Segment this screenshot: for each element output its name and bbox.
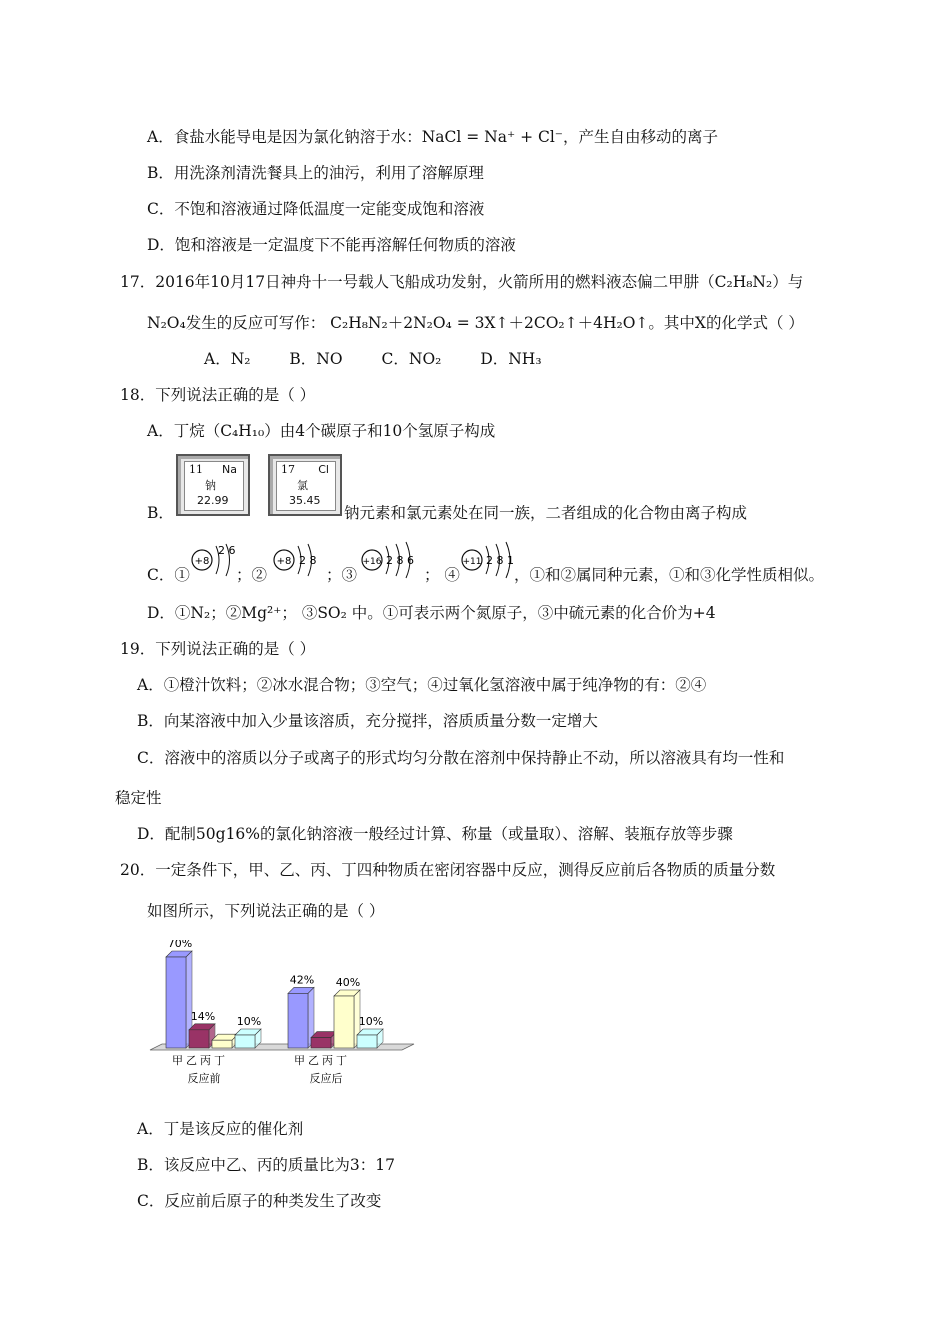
element-name: 钠 <box>205 479 216 492</box>
q16-option-c: C．不饱和溶液通过降低温度一定能变成饱和溶液 <box>147 200 485 218</box>
q20-stem-line2: 如图所示，下列说法正确的是（ ） <box>147 902 385 920</box>
atom-diagram-3 <box>360 540 422 584</box>
q19-option-b: B．向某溶液中加入少量该溶质，充分搅拌，溶质质量分数一定增大 <box>137 712 598 730</box>
atom-diagram-2 <box>272 540 324 584</box>
category-label: 丙 <box>200 1054 211 1067</box>
q20-option-b: B．该反应中乙、丙的质量比为3：17 <box>137 1156 395 1174</box>
category-label: 丁 <box>336 1054 347 1067</box>
bar-value-label: 40% <box>335 976 361 989</box>
nucleus-label: +8 <box>276 556 292 567</box>
q18-option-b-text: 钠元素和氯元素处在同一族，二者组成的化合物由离子构成 <box>344 504 748 522</box>
q17-option: D．NH₃ <box>480 350 542 368</box>
periodic-tile-cl <box>268 454 342 516</box>
q19-option-c-line1: C．溶液中的溶质以分子或离子的形式均匀分散在溶剂中保持静止不动，所以溶液具有均一性和 <box>137 749 785 767</box>
q17-option: B．NO <box>289 350 343 368</box>
q18-stem: 18．下列说法正确的是（ ） <box>120 386 316 404</box>
q18-sep-3: ；③ <box>326 566 358 584</box>
q17-stem-line1: 17．2016年10月17日神舟十一号载人飞船成功发射，火箭所用的燃料液态偏二甲肼（C₂H₈N₂）与 <box>120 273 804 291</box>
q18-option-c-text: ，①和②属同种元素，①和③化学性质相似。 <box>514 566 825 584</box>
q20-option-c: C．反应前后原子的种类发生了改变 <box>137 1192 382 1210</box>
q17-option: C．NO₂ <box>381 350 442 368</box>
nucleus-label: +8 <box>194 556 210 567</box>
mass-fraction-bar-chart <box>140 940 420 1095</box>
category-label: 乙 <box>308 1054 319 1067</box>
atomic-mass: 22.99 <box>197 494 229 507</box>
q18-option-c-label: C．① <box>147 566 190 584</box>
q18-sep-4: ； ④ <box>424 566 460 584</box>
shell-electrons: 2 8 1 <box>486 554 514 567</box>
group-label-after: 反应后 <box>309 1072 343 1085</box>
bar <box>288 993 308 1048</box>
element-name: 氯 <box>297 479 308 492</box>
q19-option-d: D．配制50g16%的氯化钠溶液一般经过计算、称量（或量取）、溶解、装瓶存放等步骤 <box>137 825 733 843</box>
category-label: 甲 <box>172 1054 183 1067</box>
q16-option-d: D．饱和溶液是一定温度下不能再溶解任何物质的溶液 <box>147 236 516 254</box>
bar-value-label: 10% <box>236 1015 262 1028</box>
bar-value-label: 14% <box>190 1009 216 1023</box>
bar <box>311 1038 331 1048</box>
bar <box>334 996 354 1048</box>
q18-sep-2: ；② <box>236 566 268 584</box>
bar <box>357 1035 377 1048</box>
q17-stem-line2: N₂O₄发生的反应可写作： C₂H₈N₂＋2N₂O₄ = 3X↑＋2CO₂↑＋4H₂O↑。其中X的化学式（ ） <box>147 314 804 332</box>
nucleus-label: +16 <box>362 557 382 567</box>
atom-diagram-4 <box>460 540 518 584</box>
q17-option: A．N₂ <box>204 350 251 368</box>
atomic-number: 17 <box>281 463 295 476</box>
atomic-number: 11 <box>189 463 203 476</box>
q17-options <box>204 349 576 369</box>
q20-option-a: A．丁是该反应的催化剂 <box>137 1120 304 1138</box>
category-label: 甲 <box>294 1054 305 1067</box>
bar <box>235 1035 255 1048</box>
bar <box>189 1030 209 1048</box>
q19-stem: 19．下列说法正确的是（ ） <box>120 640 316 658</box>
shell-electrons: 2 8 6 <box>386 554 414 567</box>
category-label: 丁 <box>214 1054 225 1067</box>
shell-electrons: 2 8 <box>299 554 317 567</box>
category-label: 丙 <box>322 1054 333 1067</box>
bar-value-label: 42% <box>289 973 315 987</box>
q20-stem-line1: 20．一定条件下，甲、乙、丙、丁四种物质在密闭容器中反应，测得反应前后各物质的质量分数 <box>120 861 776 879</box>
category-label: 乙 <box>186 1054 197 1067</box>
bar <box>212 1040 232 1048</box>
q18-option-d: D．①N₂；②Mg²⁺； ③SO₂ 中。①可表示两个氮原子，③中硫元素的化合价为+4 <box>147 604 716 622</box>
periodic-tile-na <box>176 454 250 516</box>
shell-electrons: 2 6 <box>218 544 236 557</box>
element-symbol: Cl <box>318 463 329 476</box>
q18-option-b-label: B． <box>147 504 174 522</box>
q16-option-a: A．食盐水能导电是因为氯化钠溶于水：NaCl = Na⁺ + Cl⁻，产生自由移动的离子 <box>147 128 718 146</box>
q16-option-b: B．用洗涤剂清洗餐具上的油污，利用了溶解原理 <box>147 164 484 182</box>
bar-value-label: 10% <box>358 1015 384 1028</box>
atom-diagram-1 <box>190 540 242 584</box>
bar-value-label: 70% <box>167 940 193 950</box>
q19-option-c-line2: 稳定性 <box>115 789 162 807</box>
bar <box>166 957 186 1048</box>
q18-option-a: A．丁烷（C₄H₁₀）由4个碳原子和10个氢原子构成 <box>147 422 496 440</box>
element-symbol: Na <box>222 463 237 476</box>
group-label-before: 反应前 <box>187 1072 221 1085</box>
atomic-mass: 35.45 <box>289 494 321 507</box>
q19-option-a: A．①橙汁饮料；②冰水混合物；③空气；④过氧化氢溶液中属于纯净物的有：②④ <box>137 676 707 694</box>
nucleus-label: +11 <box>462 557 482 567</box>
